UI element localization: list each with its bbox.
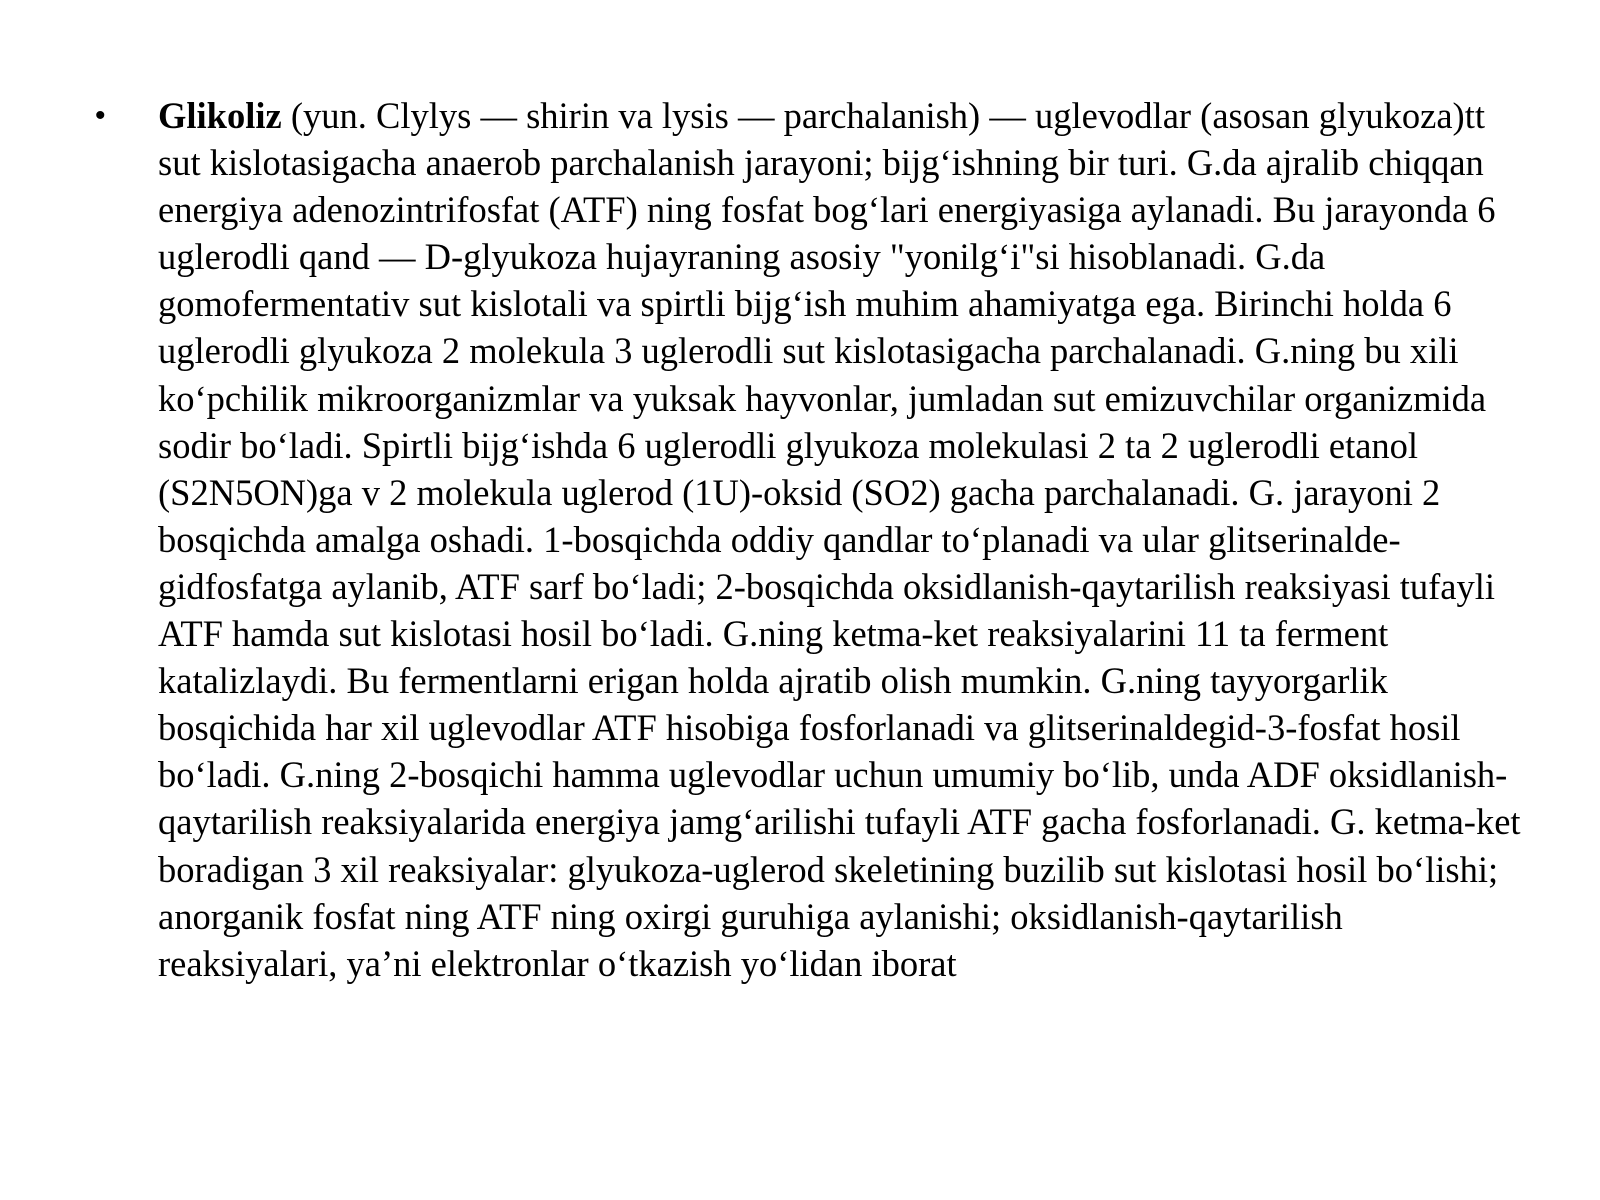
bullet-marker: •: [95, 99, 106, 132]
bullet-list: [95, 92, 1525, 987]
bullet-item-glikoliz: [95, 92, 1525, 987]
definition-text: (yun. Clylys — shirin va lysis — parchalanish) — uglevodlar (asosan glyukoza)tt sut kislotasigacha anaerob parchalanish jarayoni; bijg‘ishning bir turi. G.da ajralib chiqqan energiya adenozintrifosfat (ATF) ning fosfat bog‘lari energiyasiga aylanadi. Bu jarayonda 6 uglerodli qand — D-glyukoza hujayraning asosiy "yonilg‘i"si hisoblanadi. G.da gomofermentativ sut kislotali va spirtli bijg‘ish muhim ahamiyatga ega. Birinchi holda 6 uglerodli glyukoza 2 molekula 3 uglerodli sut kislotasigacha parchalanadi. G.ning bu xili ko‘pchilik mikroorganizmlar va yuksak hayvonlar, jumladan sut emizuvchilar organizmida sodir bo‘ladi. Spirtli bijg‘ishda 6 uglerodli glyukoza molekulasi 2 ta 2 uglerodli etanol (S2N5ON)ga v 2 molekula uglerod (1U)-oksid (SO2) gacha parchalanadi. G. jarayoni 2 bosqichda amalga oshadi. 1-bosqichda oddiy qandlar to‘planadi va ular glitserinalde-gidfosfatga aylanib, ATF sarf bo‘ladi; 2-bosqichda oksidlanish-qaytarilish reaksiyasi tufayli ATF hamda sut kislotasi hosil bo‘ladi. G.ning ketma-ket reaksiyalarini 11 ta ferment katalizlaydi. Bu fermentlarni erigan holda ajratib olish mumkin. G.ning tayyorgarlik bosqichida har xil uglevodlar ATF hisobiga fosforlanadi va glitserinaldegid-3-fosfat hosil bo‘ladi. G.ning 2-bosqichi hamma uglevodlar uchun umumiy bo‘lib, unda ADF oksidlanish-qaytarilish reaksiyalarida energiya jamg‘arilishi tufayli ATF gacha fosforlanadi. G. ketma-ket boradigan 3 xil reaksiyalar: glyukoza-uglerod skeletining buzilib sut kislotasi hosil bo‘lishi; anorganik fosfat ning ATF ning oxirgi guruhiga aylanishi; oksidlanish-qaytarilish reaksiyalari, ya’ni elektronlar o‘tkazish yo‘lidan iborat: [158, 95, 1521, 984]
term-heading: Glikoliz: [158, 95, 282, 136]
